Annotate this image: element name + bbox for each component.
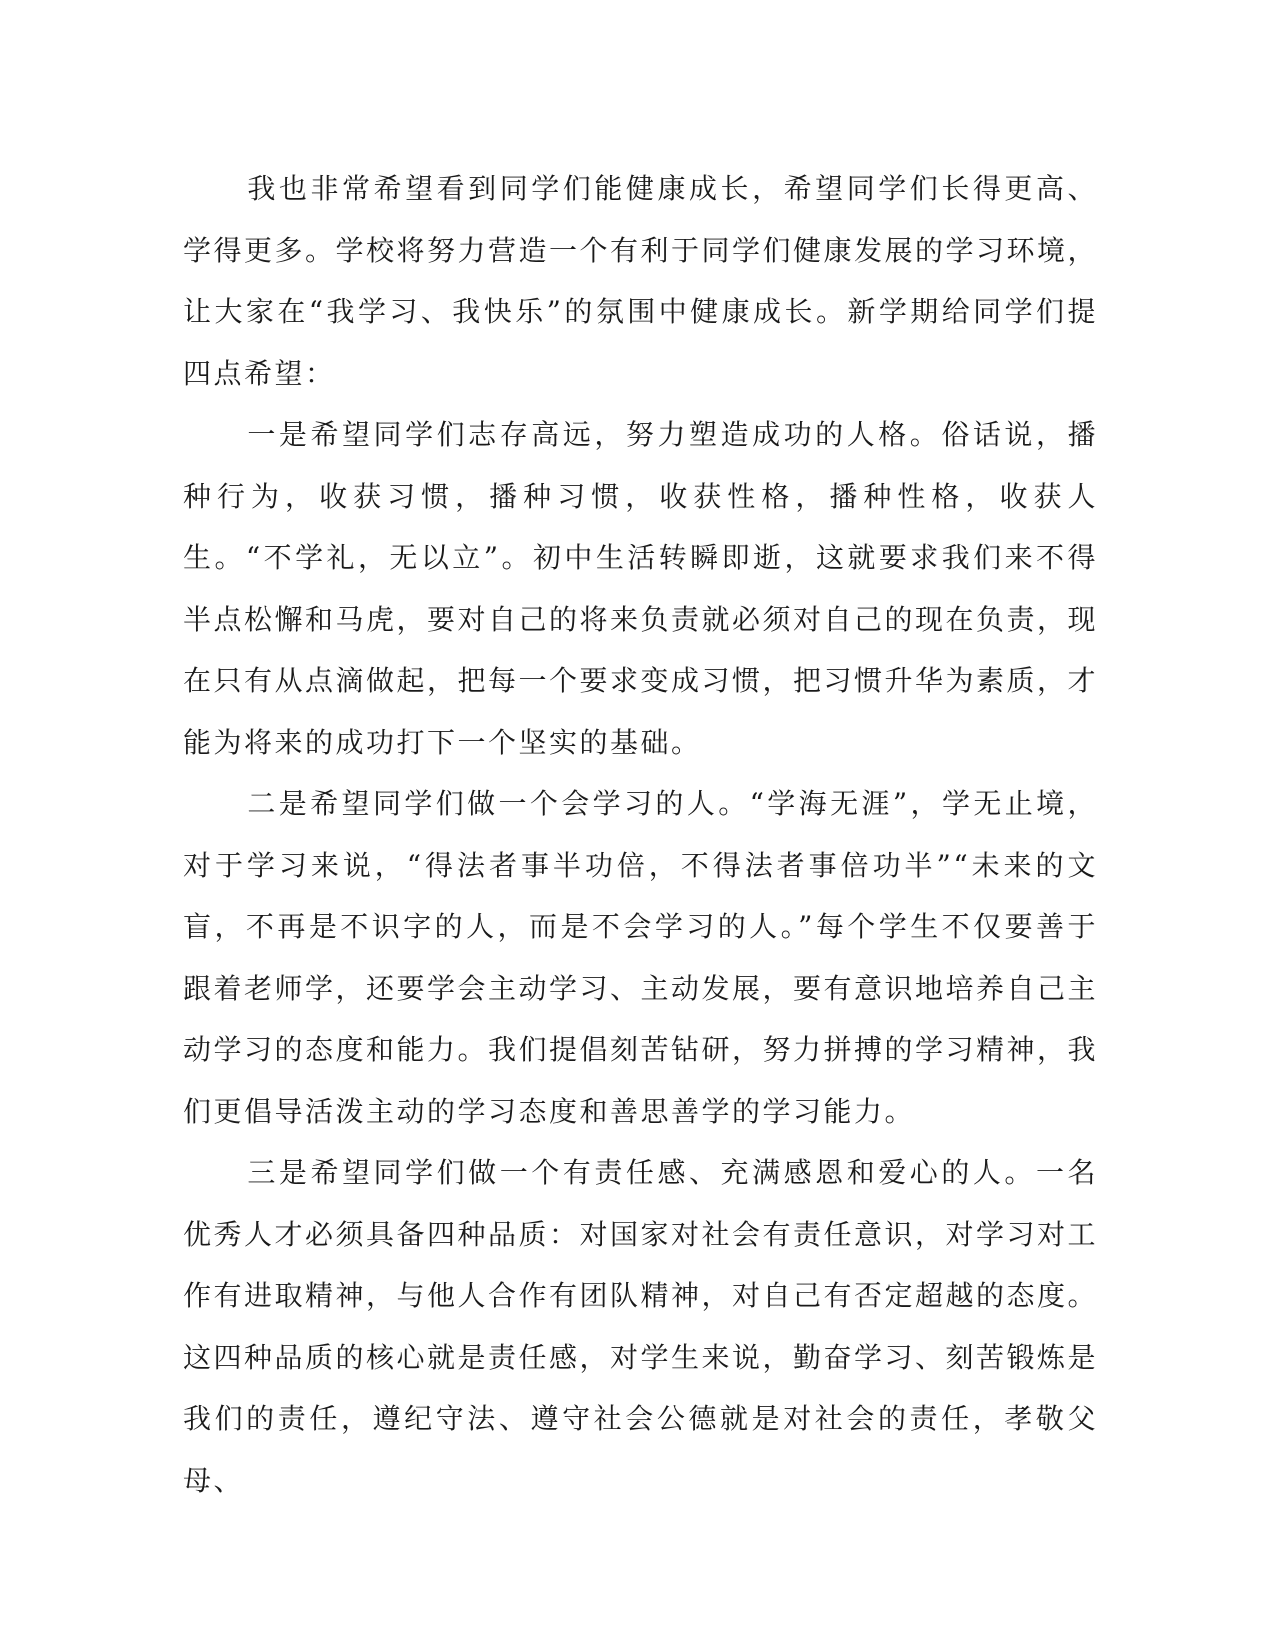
paragraph-hope-two: 二是希望同学们做一个会学习的人。“学海无涯”，学无止境，对于学习来说，“得法者事半功倍，不得法者事倍功半”“未来的文盲，不再是不识字的人，而是不会学习的人。”每个学生不仅要善于跟着老师学，还要学会主动学习、主动发展，要有意识地培养自己主动学习的态度和能力。我们提倡刻苦钻研，努力拼搏的学习精神，我们更倡导活泼主动的学习态度和善思善学的学习能力。 [183,787,1099,1128]
document-body [183,158,1098,1511]
paragraph-hope-one: 一是希望同学们志存高远，努力塑造成功的人格。俗话说，播种行为，收获习惯，播种习惯，收获性格，播种性格，收获人生。“不学礼，无以立”。初中生活转瞬即逝，这就要求我们来不得半点松懈和马虎，要对自己的将来负责就必须对自己的现在负责，现在只有从点滴做起，把每一个要求变成习惯，把习惯升华为素质，才能为将来的成功打下一个坚实的基础。 [183,418,1099,759]
paragraph-hope-three: 三是希望同学们做一个有责任感、充满感恩和爱心的人。一名优秀人才必须具备四种品质：对国家对社会有责任意识，对学习对工作有进取精神，与他人合作有团队精神，对自己有否定超越的态度。这四种品质的核心就是责任感，对学生来说，勤奋学习、刻苦锻炼是我们的责任，遵纪守法、遵守社会公德就是对社会的责任，孝敬父母、 [183,1156,1099,1497]
paragraph-intro: 我也非常希望看到同学们能健康成长，希望同学们长得更高、学得更多。学校将努力营造一个有利于同学们健康发展的学习环境，让大家在“我学习、我快乐”的氛围中健康成长。新学期给同学们提四点希望： [183,172,1099,390]
